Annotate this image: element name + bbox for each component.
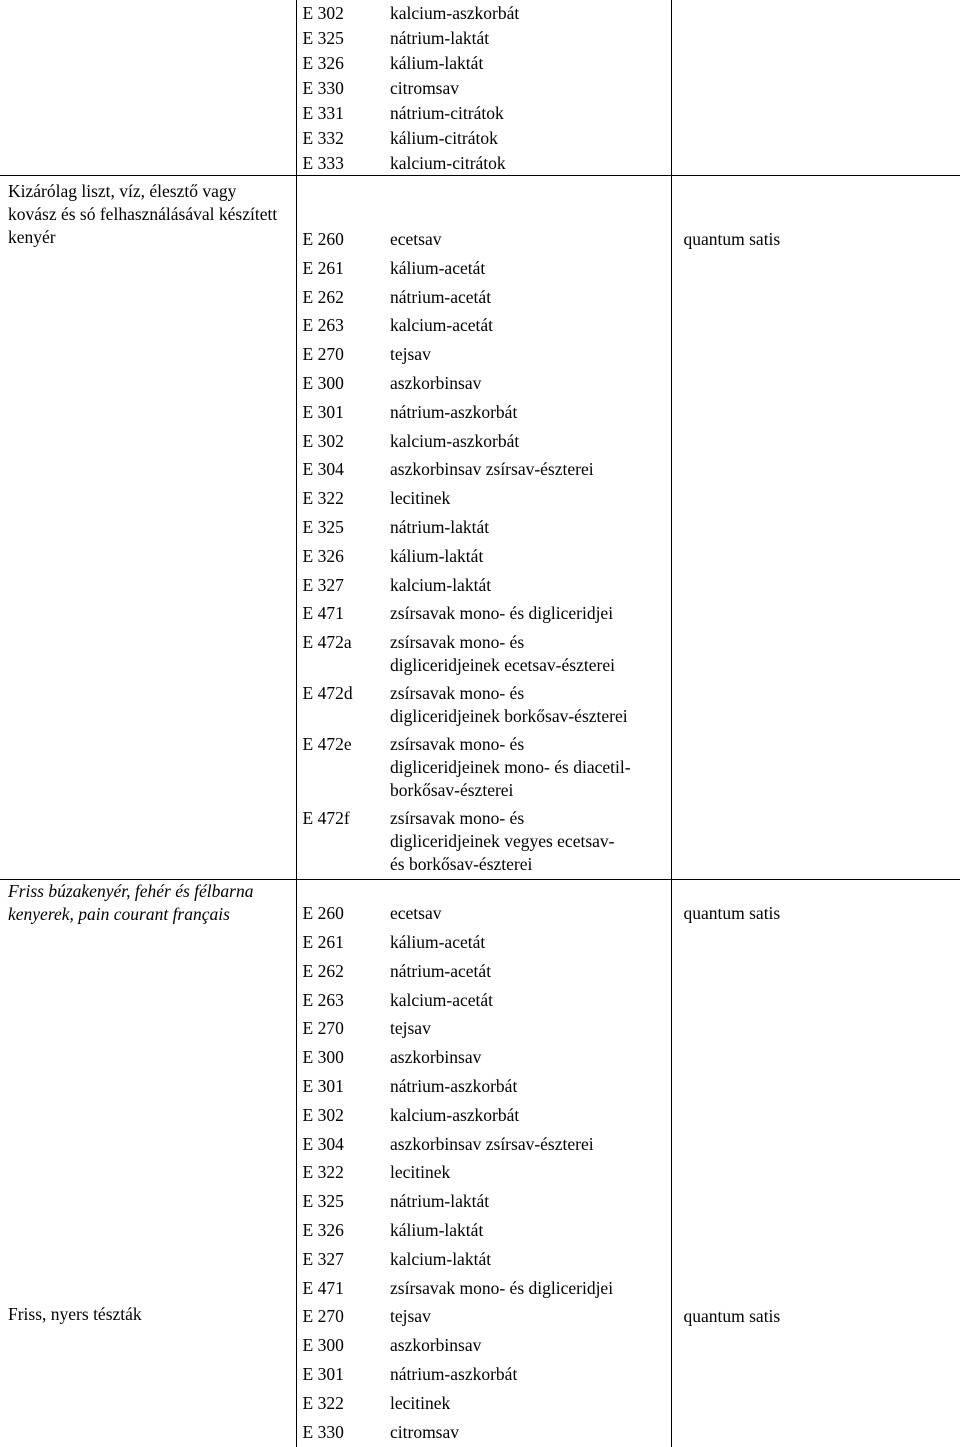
table-row [0, 1303, 960, 1332]
substance-name: aszkorbinsav [390, 1046, 665, 1069]
name-cell [383, 25, 671, 50]
e-number: E 263 [297, 314, 384, 337]
substance-name: zsírsavak mono- és digliceridjei [390, 1277, 665, 1300]
e-number: E 301 [297, 1075, 384, 1098]
e-number: E 263 [297, 989, 384, 1012]
e-number: E 322 [297, 1392, 384, 1415]
name-cell [383, 1332, 671, 1361]
limit-cell [671, 1246, 960, 1275]
e-number: E 322 [297, 1161, 384, 1184]
limit-cell [671, 0, 960, 25]
substance-name: kalcium-aszkorbát [390, 1104, 665, 1127]
category-cell [0, 176, 296, 880]
substance-name: digliceridjeinek vegyes ecetsav- [390, 830, 665, 853]
name-cell [383, 1246, 671, 1275]
substance-name: tejsav [390, 1305, 665, 1328]
substance-name: zsírsavak mono- és [390, 682, 665, 705]
name-cell [383, 341, 671, 370]
substance-name: nátrium-acetát [390, 960, 665, 983]
name-cell [383, 456, 671, 485]
substance-name: kálium-acetát [390, 257, 665, 280]
name-cell [383, 0, 671, 25]
name-cell [383, 514, 671, 543]
name-cell [383, 1361, 671, 1390]
limit-cell [671, 958, 960, 987]
code-cell [296, 629, 383, 680]
code-cell [296, 428, 383, 457]
name-cell [383, 1131, 671, 1160]
code-cell [296, 1015, 383, 1044]
category-label: Friss búzakenyér, fehér és félbarna kenyerek, pain courant français [0, 880, 296, 926]
table-row [0, 0, 960, 25]
code-cell [296, 1246, 383, 1275]
substance-name: kalcium-laktát [390, 574, 665, 597]
limit-cell [671, 929, 960, 958]
limit-cell [671, 1361, 960, 1390]
limit-cell [671, 255, 960, 284]
code-cell [296, 731, 383, 805]
code-cell [296, 987, 383, 1016]
code-cell [296, 1188, 383, 1217]
code-cell [296, 1102, 383, 1131]
e-number: E 326 [297, 1219, 384, 1242]
limit-cell [671, 485, 960, 514]
name-cell [383, 1015, 671, 1044]
substance-name: nátrium-aszkorbát [390, 1075, 665, 1098]
substance-name: digliceridjeinek mono- és diacetil- [390, 756, 665, 779]
name-cell [383, 629, 671, 680]
code-cell [296, 150, 383, 176]
name-cell [383, 100, 671, 125]
name-cell [383, 485, 671, 514]
substance-name: zsírsavak mono- és [390, 807, 665, 830]
limit-cell [671, 50, 960, 75]
substance-name: aszkorbinsav [390, 1334, 665, 1357]
category-label: Friss, nyers tészták [0, 1303, 296, 1326]
substance-name: nátrium-laktát [390, 27, 665, 50]
limit-cell [671, 341, 960, 370]
limit-cell [671, 1131, 960, 1160]
code-cell [296, 75, 383, 100]
code-cell [296, 0, 383, 25]
e-number: E 325 [297, 516, 384, 539]
substance-name: ecetsav [390, 228, 665, 251]
category-cell [0, 880, 296, 1304]
name-cell [383, 1303, 671, 1332]
substance-name: tejsav [390, 1017, 665, 1040]
name-cell [383, 50, 671, 75]
e-number: E 260 [297, 228, 384, 251]
name-cell [383, 75, 671, 100]
substance-name: nátrium-aszkorbát [390, 1363, 665, 1386]
substance-name: digliceridjeinek borkősav-észterei [390, 705, 665, 728]
code-cell [296, 680, 383, 731]
e-number: E 472f [297, 807, 384, 830]
code-cell [296, 125, 383, 150]
substance-name: ecetsav [390, 902, 665, 925]
max-level: quantum satis [672, 902, 960, 925]
name-cell [383, 680, 671, 731]
name-cell [383, 958, 671, 987]
limit-cell [671, 370, 960, 399]
name-cell [383, 731, 671, 805]
substance-name: lecitinek [390, 1161, 665, 1184]
name-cell [383, 572, 671, 601]
limit-cell [671, 543, 960, 572]
limit-cell [671, 1044, 960, 1073]
substance-name: borkősav-észterei [390, 779, 665, 802]
name-cell [383, 805, 671, 880]
e-number: E 301 [297, 1363, 384, 1386]
e-number: E 327 [297, 1248, 384, 1271]
e-number: E 472a [297, 631, 384, 654]
e-number: E 304 [297, 458, 384, 481]
code-cell [296, 50, 383, 75]
e-number: E 302 [297, 2, 384, 25]
e-number: E 331 [297, 102, 384, 125]
name-cell [383, 1217, 671, 1246]
name-cell [383, 1159, 671, 1188]
code-cell [296, 341, 383, 370]
code-cell [296, 284, 383, 313]
substance-name: lecitinek [390, 1392, 665, 1415]
category-cell [0, 0, 296, 176]
name-cell [383, 312, 671, 341]
e-number: E 330 [297, 77, 384, 100]
limit-cell [671, 176, 960, 255]
e-number: E 300 [297, 372, 384, 395]
substance-name: aszkorbinsav [390, 372, 665, 395]
limit-cell [671, 312, 960, 341]
e-number: E 471 [297, 1277, 384, 1300]
substance-name: kálium-citrátok [390, 127, 665, 150]
e-number: E 261 [297, 257, 384, 280]
category-label: Kizárólag liszt, víz, élesztő vagy kovász és só felhasználásával készített kenyér [0, 176, 296, 249]
name-cell [383, 150, 671, 176]
limit-cell [671, 1102, 960, 1131]
code-cell [296, 1303, 383, 1332]
limit-cell [671, 456, 960, 485]
substance-name: kalcium-acetát [390, 989, 665, 1012]
name-cell [383, 428, 671, 457]
code-cell [296, 1419, 383, 1447]
substance-name: kalcium-aszkorbát [390, 2, 665, 25]
limit-cell [671, 629, 960, 680]
code-cell [296, 255, 383, 284]
code-cell [296, 543, 383, 572]
code-cell [296, 1361, 383, 1390]
substance-name: zsírsavak mono- és [390, 631, 665, 654]
e-number: E 261 [297, 931, 384, 954]
limit-cell [671, 1275, 960, 1304]
substance-name: nátrium-laktát [390, 516, 665, 539]
limit-cell [671, 1419, 960, 1447]
code-cell [296, 176, 383, 255]
e-number: E 326 [297, 545, 384, 568]
substance-name: nátrium-acetát [390, 286, 665, 309]
name-cell [383, 1419, 671, 1447]
substance-name: kalcium-aszkorbát [390, 430, 665, 453]
limit-cell [671, 150, 960, 176]
substance-name: kálium-laktát [390, 1219, 665, 1242]
limit-cell [671, 731, 960, 805]
e-number: E 300 [297, 1334, 384, 1357]
code-cell [296, 370, 383, 399]
code-cell [296, 1131, 383, 1160]
code-cell [296, 880, 383, 929]
name-cell [383, 929, 671, 958]
name-cell [383, 255, 671, 284]
code-cell [296, 1275, 383, 1304]
limit-cell [671, 805, 960, 880]
e-number: E 325 [297, 27, 384, 50]
code-cell [296, 929, 383, 958]
code-cell [296, 600, 383, 629]
limit-cell [671, 75, 960, 100]
code-cell [296, 25, 383, 50]
substance-name: kálium-laktát [390, 545, 665, 568]
name-cell [383, 284, 671, 313]
limit-cell [671, 987, 960, 1016]
limit-cell [671, 1073, 960, 1102]
name-cell [383, 1073, 671, 1102]
limit-cell [671, 25, 960, 50]
code-cell [296, 1159, 383, 1188]
substance-name: zsírsavak mono- és digliceridjei [390, 602, 665, 625]
limit-cell [671, 680, 960, 731]
name-cell [383, 399, 671, 428]
limit-cell [671, 1188, 960, 1217]
name-cell [383, 176, 671, 255]
code-cell [296, 805, 383, 880]
substance-name: kalcium-acetát [390, 314, 665, 337]
substance-name: digliceridjeinek ecetsav-észterei [390, 654, 665, 677]
e-number: E 471 [297, 602, 384, 625]
e-number: E 322 [297, 487, 384, 510]
e-number: E 330 [297, 1421, 384, 1444]
e-number: E 302 [297, 1104, 384, 1127]
limit-cell [671, 284, 960, 313]
limit-cell [671, 572, 960, 601]
e-number: E 327 [297, 574, 384, 597]
code-cell [296, 1390, 383, 1419]
name-cell [383, 987, 671, 1016]
e-number: E 262 [297, 286, 384, 309]
code-cell [296, 1217, 383, 1246]
name-cell [383, 1044, 671, 1073]
limit-cell [671, 880, 960, 929]
e-number: E 326 [297, 52, 384, 75]
code-cell [296, 399, 383, 428]
substance-name: lecitinek [390, 487, 665, 510]
name-cell [383, 1390, 671, 1419]
category-cell [0, 1303, 296, 1447]
code-cell [296, 572, 383, 601]
substance-name: citromsav [390, 77, 665, 100]
e-number: E 325 [297, 1190, 384, 1213]
e-number: E 301 [297, 401, 384, 424]
limit-cell [671, 428, 960, 457]
name-cell [383, 125, 671, 150]
substance-name: kálium-laktát [390, 52, 665, 75]
substance-name: kalcium-citrátok [390, 152, 665, 175]
substance-name: zsírsavak mono- és [390, 733, 665, 756]
code-cell [296, 1332, 383, 1361]
e-number: E 270 [297, 343, 384, 366]
e-number: E 333 [297, 152, 384, 175]
substance-name: citromsav [390, 1421, 665, 1444]
limit-cell [671, 100, 960, 125]
substance-name: aszkorbinsav zsírsav-észterei [390, 458, 665, 481]
e-number: E 472d [297, 682, 384, 705]
limit-cell [671, 399, 960, 428]
table-row [0, 880, 960, 929]
code-cell [296, 514, 383, 543]
substance-name: nátrium-aszkorbát [390, 401, 665, 424]
name-cell [383, 1188, 671, 1217]
name-cell [383, 880, 671, 929]
e-number: E 270 [297, 1017, 384, 1040]
code-cell [296, 485, 383, 514]
code-cell [296, 312, 383, 341]
code-cell [296, 1044, 383, 1073]
code-cell [296, 1073, 383, 1102]
e-number: E 302 [297, 430, 384, 453]
e-number: E 472e [297, 733, 384, 756]
name-cell [383, 1275, 671, 1304]
limit-cell [671, 600, 960, 629]
code-cell [296, 958, 383, 987]
substance-name: kalcium-laktát [390, 1248, 665, 1271]
name-cell [383, 600, 671, 629]
substance-name: kálium-acetát [390, 931, 665, 954]
substance-name: és borkősav-észterei [390, 853, 665, 876]
limit-cell [671, 1390, 960, 1419]
name-cell [383, 370, 671, 399]
code-cell [296, 100, 383, 125]
table-row [0, 176, 960, 255]
e-number: E 304 [297, 1133, 384, 1156]
code-cell [296, 456, 383, 485]
substance-name: nátrium-laktát [390, 1190, 665, 1213]
substance-name: nátrium-citrátok [390, 102, 665, 125]
limit-cell [671, 1159, 960, 1188]
limit-cell [671, 1332, 960, 1361]
limit-cell [671, 125, 960, 150]
e-number: E 262 [297, 960, 384, 983]
limit-cell [671, 1217, 960, 1246]
name-cell [383, 543, 671, 572]
name-cell [383, 1102, 671, 1131]
max-level: quantum satis [672, 228, 960, 251]
e-number: E 332 [297, 127, 384, 150]
limit-cell [671, 1015, 960, 1044]
max-level: quantum satis [672, 1305, 960, 1328]
e-number: E 270 [297, 1305, 384, 1328]
e-number: E 300 [297, 1046, 384, 1069]
limit-cell [671, 514, 960, 543]
substance-name: tejsav [390, 343, 665, 366]
substance-name: aszkorbinsav zsírsav-észterei [390, 1133, 665, 1156]
e-number: E 260 [297, 902, 384, 925]
limit-cell [671, 1303, 960, 1332]
